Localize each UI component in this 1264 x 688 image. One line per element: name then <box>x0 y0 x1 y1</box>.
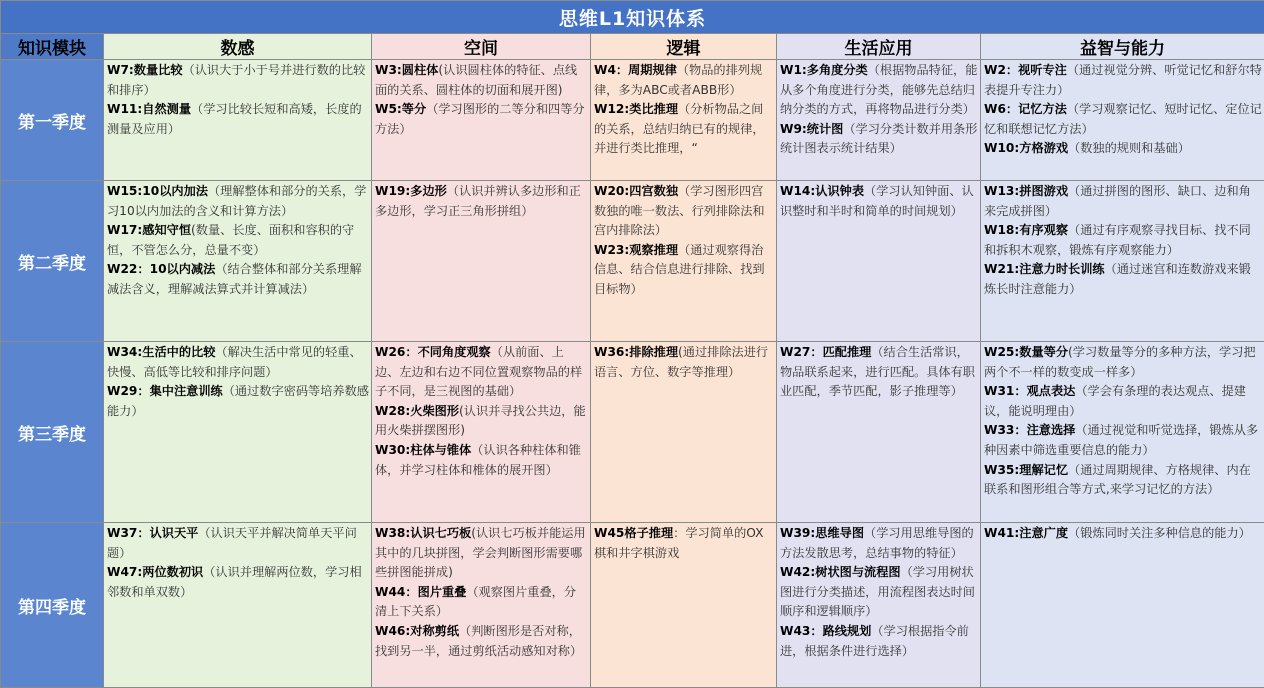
header-module-label: 知识模块 <box>1 34 104 60</box>
lesson-description: （通过拼图的图形、缺口、边和角来完成拼图） <box>984 184 1251 218</box>
lesson-entry <box>375 100 588 139</box>
lesson-description: （认识各种柱体和锥体，并学习柱体和椎体的展开图） <box>375 443 581 477</box>
lesson-description: （锻炼同时关注多种信息的能力） <box>1068 526 1251 540</box>
lesson-description: （学习用树状图进行分类描述，用流程图表达时间顺序和逻辑顺序） <box>780 565 975 618</box>
lesson-title: W14:认识钟表 <box>780 184 864 198</box>
lesson-title: W33：注意选择 <box>984 423 1075 437</box>
cell-kongjian <box>372 523 591 688</box>
cell-shushu <box>104 342 372 523</box>
lesson-title: W45格子推理 <box>594 526 673 540</box>
cell-luoji <box>591 181 777 342</box>
lesson-description: （学习根据指令前进，根据条件进行选择） <box>780 624 969 658</box>
lesson-description: （通过视觉和听觉选择，锻炼从多种因素中筛选重要信息的能力） <box>984 423 1258 457</box>
lesson-description: （认识并辨认多边形和正多边形，学习正三角形拼组） <box>375 184 581 218</box>
lesson-entry <box>107 382 369 421</box>
cell-yizhi <box>981 181 1264 342</box>
lesson-entry <box>107 182 369 221</box>
lesson-title: W7:数量比较 <box>107 63 183 77</box>
season-row <box>1 342 1264 523</box>
lesson-entry <box>375 583 588 622</box>
lesson-entry <box>375 182 588 221</box>
lesson-description: （观察图片重叠，分清上下关系） <box>375 585 576 619</box>
lesson-entry <box>375 343 588 402</box>
cell-luoji <box>591 60 777 181</box>
lesson-title: W13:拼图游戏 <box>984 184 1068 198</box>
cell-luoji <box>591 342 777 523</box>
lesson-description: （认识大于小于号并进行数的比较和排序） <box>107 63 365 97</box>
lesson-description: （学习分类计数并用条形统计图表示统计结果） <box>780 122 977 156</box>
lesson-entry <box>594 182 774 241</box>
lesson-title: W25:数量等分 <box>984 345 1068 359</box>
lesson-entry <box>984 421 1262 460</box>
cell-shenghuo <box>777 523 981 688</box>
season-row <box>1 523 1264 688</box>
header-row <box>1 34 1264 60</box>
lesson-title: W27：匹配推理 <box>780 345 871 359</box>
lesson-entry <box>780 182 978 221</box>
lesson-title: W21:注意力时长训练 <box>984 262 1105 276</box>
lesson-description: （认识并理解两位数，学习相邻数和单双数） <box>107 565 362 599</box>
lesson-description: （学会有条理的表达观点、提建议，能说明理由） <box>984 384 1246 418</box>
lesson-title: W30:柱体与锥体 <box>375 443 471 457</box>
lesson-entry <box>780 61 978 120</box>
lesson-entry <box>107 100 369 139</box>
lesson-entry <box>780 563 978 622</box>
lesson-entry <box>375 61 588 100</box>
lesson-entry <box>107 221 369 260</box>
cell-shushu <box>104 181 372 342</box>
lesson-description: （判断图形是否对称，找到另一半，通过剪纸活动感知对称） <box>375 624 582 658</box>
header-col-shenghuo: 生活应用 <box>777 34 981 60</box>
lesson-description: (通过排除法进行语言、方位、数字等推理） <box>594 345 768 379</box>
lesson-title: W20:四宫数独 <box>594 184 678 198</box>
lesson-entry <box>780 120 978 159</box>
lesson-description: （学习观察记忆、短时记忆、定位记忆和联想记忆方法） <box>984 102 1262 136</box>
lesson-title: W29：集中注意训练 <box>107 384 223 398</box>
lesson-entry <box>107 343 369 382</box>
lesson-entry <box>594 100 774 159</box>
lesson-title: W26：不同角度观察 <box>375 345 491 359</box>
lesson-entry <box>107 61 369 100</box>
lesson-description: (认识七巧板并能运用其中的几块拼图，学会判断图形需要哪些拼图能拼成) <box>375 526 586 579</box>
lesson-description: （通过观察得治信息、结合信息进行排除、找到目标物） <box>594 243 765 296</box>
cell-kongjian <box>372 181 591 342</box>
lesson-description: （分析物品之间的关系，总结归纳已有的规律，并进行类比推理，“ <box>594 102 765 155</box>
lesson-description: （结合生活常识，物品联系起来，进行匹配。具体有职业匹配，季节匹配，影子推理等） <box>780 345 975 398</box>
lesson-title: W39:思维导图 <box>780 526 864 540</box>
lesson-title: W9:统计图 <box>780 122 843 136</box>
lesson-title: W18:有序观察 <box>984 223 1068 237</box>
cell-kongjian <box>372 60 591 181</box>
lesson-description: （结合整体和部分关系理解减法含义，理解减法算式并计算减法） <box>107 262 362 296</box>
lesson-entry <box>984 100 1262 139</box>
lesson-entry <box>594 524 774 563</box>
cell-yizhi <box>981 523 1264 688</box>
page-title: 思维L1知识体系 <box>1 1 1264 34</box>
lesson-entry <box>375 524 588 583</box>
lesson-entry <box>594 241 774 300</box>
lesson-title: W36:排除推理 <box>594 345 678 359</box>
lesson-description: ：学习简单的OX棋和井字棋游戏 <box>594 526 763 560</box>
lesson-title: W11:自然测量 <box>107 102 191 116</box>
lesson-title: W28:火柴图形 <box>375 404 459 418</box>
lesson-title: W6：记忆方法 <box>984 102 1067 116</box>
lesson-title: W35:理解记忆 <box>984 463 1068 477</box>
lesson-entry <box>984 221 1262 260</box>
lesson-title: W17:感知守恒 <box>107 223 191 237</box>
lesson-title: W3:圆柱体 <box>375 63 438 77</box>
cell-shushu <box>104 60 372 181</box>
lesson-entry <box>984 260 1262 299</box>
season-label: 第三季度 <box>1 342 104 523</box>
lesson-entry <box>107 260 369 299</box>
lesson-description: （根据物品特征，能从多个角度进行分类，能够先总结归纳分类的方式，再将物品进行分类） <box>780 63 977 116</box>
lesson-entry <box>780 622 978 661</box>
lesson-description: (学习数量等分的多种方法，学习把两个不一样的数变成一样多） <box>984 345 1256 379</box>
lesson-description: （学习图形的二等分和四等分方法） <box>375 102 585 136</box>
lesson-entry <box>984 461 1262 500</box>
lesson-title: W2：视听专注 <box>984 63 1067 77</box>
lesson-description: （学习认知钟面、认识整时和半时和简单的时间规划） <box>780 184 974 218</box>
lesson-entry <box>594 61 774 100</box>
lesson-description: (认识并寻找公共边，能用火柴拼摆图形) <box>375 404 586 438</box>
cell-shushu <box>104 523 372 688</box>
lesson-entry <box>375 441 588 480</box>
lesson-description: （认识天平并解决简单天平问题） <box>107 526 357 560</box>
header-col-yizhi: 益智与能力 <box>981 34 1264 60</box>
lesson-entry <box>780 343 978 402</box>
lesson-title: W41:注意广度 <box>984 526 1068 540</box>
lesson-description: （学习用思维导图的方法发散思考，总结事物的特征） <box>780 526 974 560</box>
lesson-description: （通过视觉分辨、听觉记忆和舒尔特表提升专注力） <box>984 63 1262 97</box>
lesson-title: W31：观点表达 <box>984 384 1075 398</box>
lesson-title: W23:观察推理 <box>594 243 678 257</box>
header-col-kongjian: 空间 <box>372 34 591 60</box>
lesson-description: （通过有序观察寻找目标、找不同和拆积木观察，锻炼有序观察能力） <box>984 223 1251 257</box>
season-label: 第四季度 <box>1 523 104 688</box>
lesson-entry <box>984 182 1262 221</box>
lesson-entry <box>107 524 369 563</box>
cell-shenghuo <box>777 60 981 181</box>
lesson-title: W43：路线规划 <box>780 624 871 638</box>
lesson-description: （从前面、上边、左边和右边不同位置观察物品的样子不同，是三视图的基础） <box>375 345 582 398</box>
header-col-luoji: 逻辑 <box>591 34 777 60</box>
lesson-title: W22：10以内减法 <box>107 262 215 276</box>
cell-yizhi <box>981 342 1264 523</box>
lesson-title: W44：图片重叠 <box>375 585 466 599</box>
lesson-entry <box>375 622 588 661</box>
lesson-description: （通过数字密码等培养数感能力） <box>107 384 369 418</box>
lesson-title: W34:生活中的比较 <box>107 345 215 359</box>
lesson-description: （通过周期规律、方格规律、内在联系和图形组合等方式,来学习记忆的方法） <box>984 463 1251 497</box>
lesson-title: W1:多角度分类 <box>780 63 868 77</box>
lesson-description: (认识圆柱体的特征、点线面的关系、圆柱体的切面和展开图) <box>375 63 577 97</box>
lesson-title: W10:方格游戏 <box>984 141 1068 155</box>
header-col-shushu: 数感 <box>104 34 372 60</box>
cell-shenghuo <box>777 181 981 342</box>
cell-yizhi <box>981 60 1264 181</box>
lesson-title: W46:对称剪纸 <box>375 624 459 638</box>
lesson-description: (数量、长度、面积和容积的守恒，不管怎么分，总量不变） <box>107 223 354 257</box>
lesson-title: W42:树状图与流程图 <box>780 565 901 579</box>
lesson-title: W19:多边形 <box>375 184 447 198</box>
lesson-description: （学习比较长短和高矮，长度的测量及应用） <box>107 102 362 136</box>
season-row <box>1 60 1264 181</box>
season-row <box>1 181 1264 342</box>
season-label: 第一季度 <box>1 60 104 181</box>
lesson-title: W4：周期规律 <box>594 63 677 77</box>
cell-luoji <box>591 523 777 688</box>
lesson-description: （通过迷宫和连数游戏来锻炼长时注意能力） <box>984 262 1251 296</box>
lesson-description: （学习图形四宫数独的唯一数法、行列排除法和宫内排除法） <box>594 184 765 237</box>
lesson-description: （物品的排列规律，多为ABC或者ABB形） <box>594 63 762 97</box>
lesson-entry <box>594 343 774 382</box>
lesson-entry <box>984 382 1262 421</box>
lesson-entry <box>984 524 1262 544</box>
cell-kongjian <box>372 342 591 523</box>
lesson-entry <box>984 139 1262 159</box>
cell-shenghuo <box>777 342 981 523</box>
lesson-entry <box>107 563 369 602</box>
lesson-title: W12:类比推理 <box>594 102 678 116</box>
season-label: 第二季度 <box>1 181 104 342</box>
lesson-title: W5:等分 <box>375 102 426 116</box>
lesson-entry <box>984 343 1262 382</box>
lesson-entry <box>780 524 978 563</box>
lesson-description: （数独的规则和基础） <box>1068 141 1190 155</box>
lesson-entry <box>984 61 1262 100</box>
lesson-title: W15:10以内加法 <box>107 184 208 198</box>
lesson-description: （解决生活中常见的轻重、快慢、高低等比较和排序问题） <box>107 345 362 379</box>
lesson-title: W37：认识天平 <box>107 526 198 540</box>
lesson-entry <box>375 402 588 441</box>
lesson-title: W38:认识七巧板 <box>375 526 471 540</box>
lesson-description: （理解整体和部分的关系，学习10以内加法的含义和计算方法） <box>107 184 366 218</box>
lesson-title: W47:两位数初识 <box>107 565 203 579</box>
